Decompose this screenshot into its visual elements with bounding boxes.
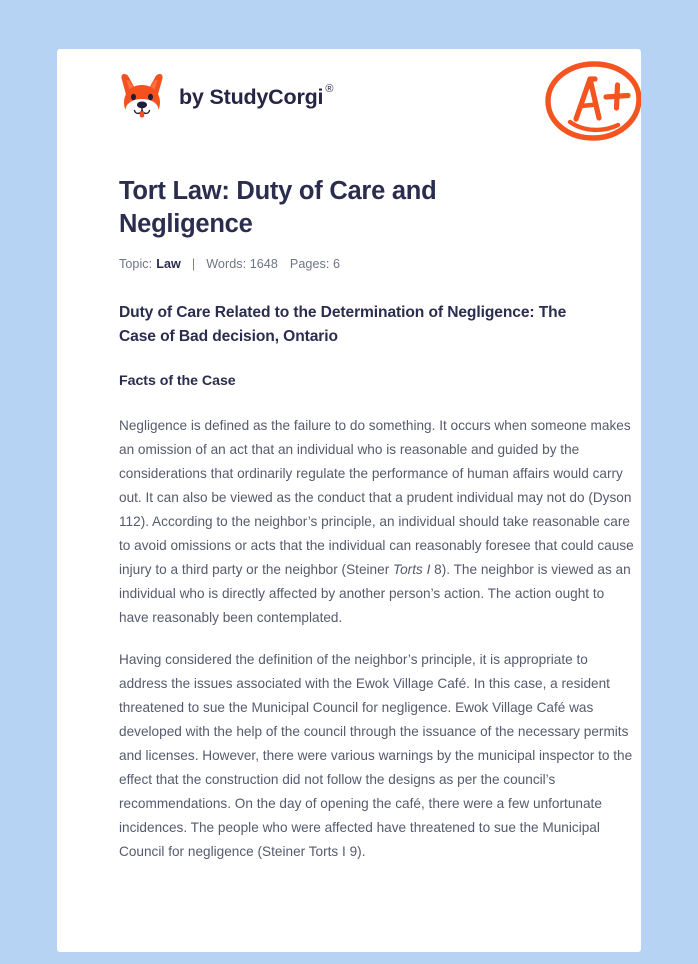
a-plus-grade-icon <box>540 55 641 149</box>
paragraph-1: Negligence is defined as the failure to do something. It occurs when someone makes an omission of an act that an individual who is reasonable and guided by the considerations that ordinarily regulate the performance of human affairs would carry out. It can also be viewed as the conduct that a prudent individual may not do (Dyson 112). According to the neighbor’s principle, an individual should take reasonable care to avoid omissions or acts that the individual can reasonably foresee that could cause injury to a third party or the neighbor (Steiner Torts I 8). The neighbor is viewed as an individual who is directly affected by another person’s action. The action ought to have reasonably been contemplated. <box>119 417 634 625</box>
article-meta <box>119 257 583 271</box>
brand-logo-group[interactable] <box>119 72 334 122</box>
page-title: Tort Law: Duty of Care and Negligence <box>119 177 437 238</box>
article-body <box>119 175 634 864</box>
registered-mark-icon: ® <box>325 83 334 96</box>
meta-topic-link[interactable]: Law <box>156 257 181 272</box>
article-paragraphs <box>119 414 635 864</box>
citation-title: Torts I <box>393 561 431 577</box>
meta-topic-label: Topic: <box>119 257 153 272</box>
meta-separator: | <box>191 257 196 272</box>
document-header <box>57 49 641 165</box>
meta-page-count: Pages: 6 <box>289 257 341 272</box>
brand-name: by StudyCorgi ® <box>179 83 334 110</box>
document-sheet <box>57 49 641 952</box>
paragraph-2: Having considered the definition of the neighbor’s principle, it is appropriate to address the issues associated with the Ewok Village Café. In this case, a resident threatened to sue the Municipal Council for negligence. Ewok Village Café was developed with the help of the council through the issuance of the necessary permits and licenses. However, there were various warnings by the municipal inspector to the effect that the construction did not follow the designs as per the council’s recommendations. On the day of opening the café, there were a few unfortunate incidences. The people who were affected have threatened to sue the Municipal Council for negligence (Steiner Torts I 9). <box>119 651 633 859</box>
meta-word-count: Words: 1648 <box>206 257 278 272</box>
corgi-logo-icon <box>119 72 165 122</box>
subsection-heading: Facts of the Case <box>119 373 236 390</box>
section-heading: Duty of Care Related to the Determination of Negligence: The Case of Bad decision, Ontario <box>119 304 567 346</box>
